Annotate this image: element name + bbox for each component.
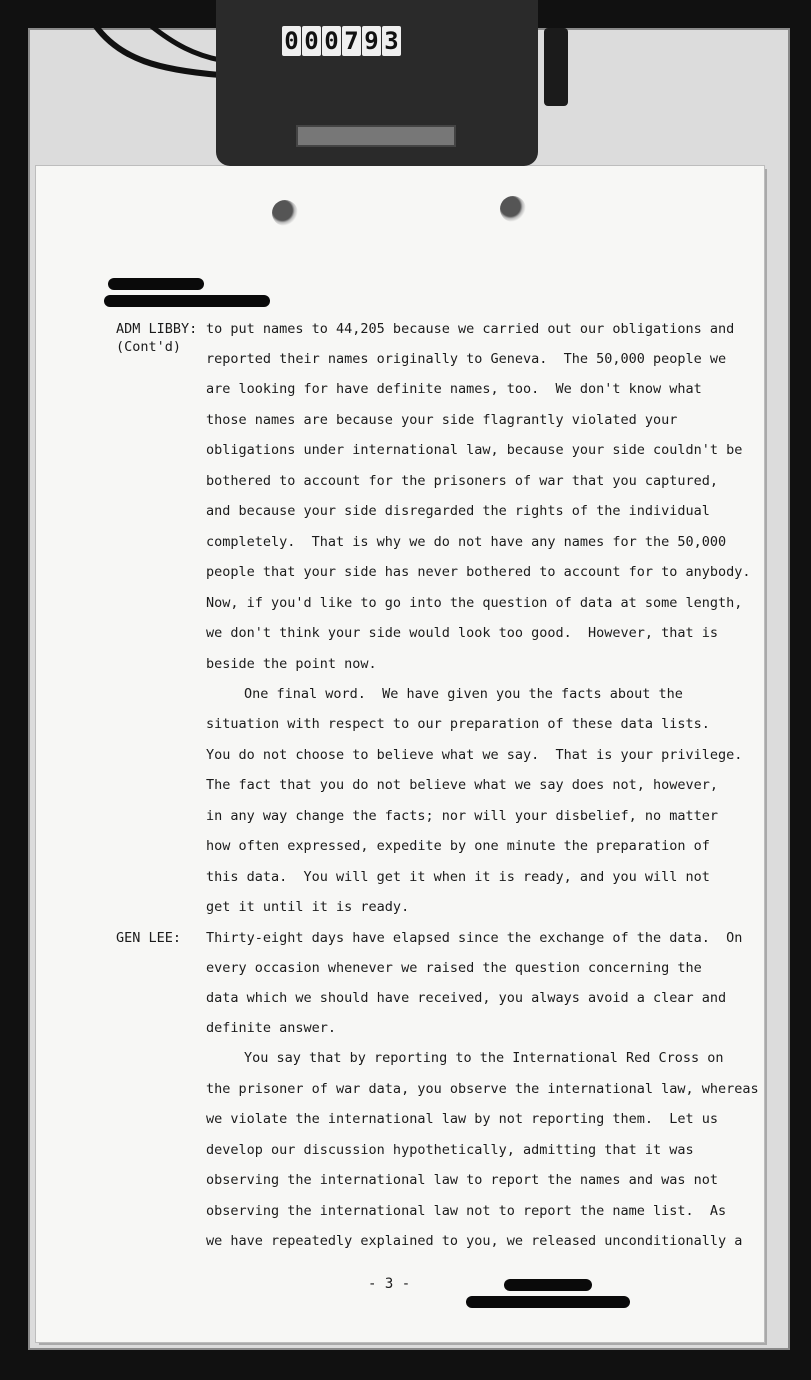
transcript-line: people that your side has never bothered to account for to anybody. (206, 564, 751, 580)
transcript-line: get it until it is ready. (206, 899, 410, 915)
counter-digit: 0 (302, 26, 321, 56)
transcript-line: situation with respect to our preparation of these data lists. (206, 716, 710, 732)
punch-hole (272, 200, 298, 226)
transcript-line: in any way change the facts; nor will your disbelief, no matter (206, 808, 719, 824)
transcript-line: the prisoner of war data, you observe the international law, whereas (206, 1081, 759, 1097)
page-number: - 3 - (368, 1276, 411, 1292)
redaction-bar (504, 1279, 592, 1291)
transcript-line: reported their names originally to Geneva. The 50,000 people we (206, 351, 727, 367)
transcript-line: we have repeatedly explained to you, we released unconditionally a (206, 1233, 743, 1249)
speaker-label: (Cont'd) (116, 339, 182, 355)
redaction-bar (104, 295, 270, 307)
speaker-label: GEN LEE: (116, 930, 182, 946)
transcript-line: One final word. We have given you the facts about the (244, 686, 683, 702)
transcript-line: to put names to 44,205 because we carried out our obligations and (206, 321, 735, 337)
transcript-line: completely. That is why we do not have any names for the 50,000 (206, 534, 727, 550)
transcript-line: observing the international law to report the names and was not (206, 1172, 719, 1188)
counter-digit: 0 (322, 26, 341, 56)
counter-knob (544, 28, 568, 106)
transcript-line: You do not choose to believe what we say. That is your privilege. (206, 747, 743, 763)
transcript-line: we violate the international law by not reporting them. Let us (206, 1111, 719, 1127)
transcript-line: Thirty-eight days have elapsed since the exchange of the data. On (206, 930, 743, 946)
speaker-label: ADM LIBBY: (116, 321, 198, 337)
counter-slot (296, 125, 456, 147)
redaction-bar (108, 278, 204, 290)
counter-digit: 9 (362, 26, 381, 56)
transcript-line: Now, if you'd like to go into the question of data at some length, (206, 595, 743, 611)
frame-counter-digits (282, 26, 401, 56)
transcript-line: obligations under international law, because your side couldn't be (206, 442, 743, 458)
transcript-line: You say that by reporting to the International Red Cross on (244, 1050, 724, 1066)
transcript-line: bothered to account for the prisoners of war that you captured, (206, 473, 719, 489)
counter-digit: 0 (282, 26, 301, 56)
transcript-line: are looking for have definite names, too. We don't know what (206, 381, 702, 397)
transcript-line: definite answer. (206, 1020, 337, 1036)
counter-digit: 7 (342, 26, 361, 56)
transcript-line: those names are because your side flagrantly violated your (206, 412, 678, 428)
transcript-line: develop our discussion hypothetically, admitting that it was (206, 1142, 694, 1158)
transcript-line: every occasion whenever we raised the question concerning the (206, 960, 702, 976)
redaction-bar (466, 1296, 630, 1308)
counter-digit: 3 (382, 26, 401, 56)
transcript-line: we don't think your side would look too good. However, that is (206, 625, 719, 641)
transcript-line: this data. You will get it when it is ready, and you will not (206, 869, 710, 885)
transcript-line: observing the international law not to report the name list. As (206, 1203, 727, 1219)
transcript-line: how often expressed, expedite by one minute the preparation of (206, 838, 710, 854)
transcript-line: The fact that you do not believe what we say does not, however, (206, 777, 719, 793)
punch-hole (500, 196, 526, 222)
transcript-line: and because your side disregarded the rights of the individual (206, 503, 710, 519)
transcript-line: beside the point now. (206, 656, 377, 672)
transcript-line: data which we should have received, you always avoid a clear and (206, 990, 727, 1006)
